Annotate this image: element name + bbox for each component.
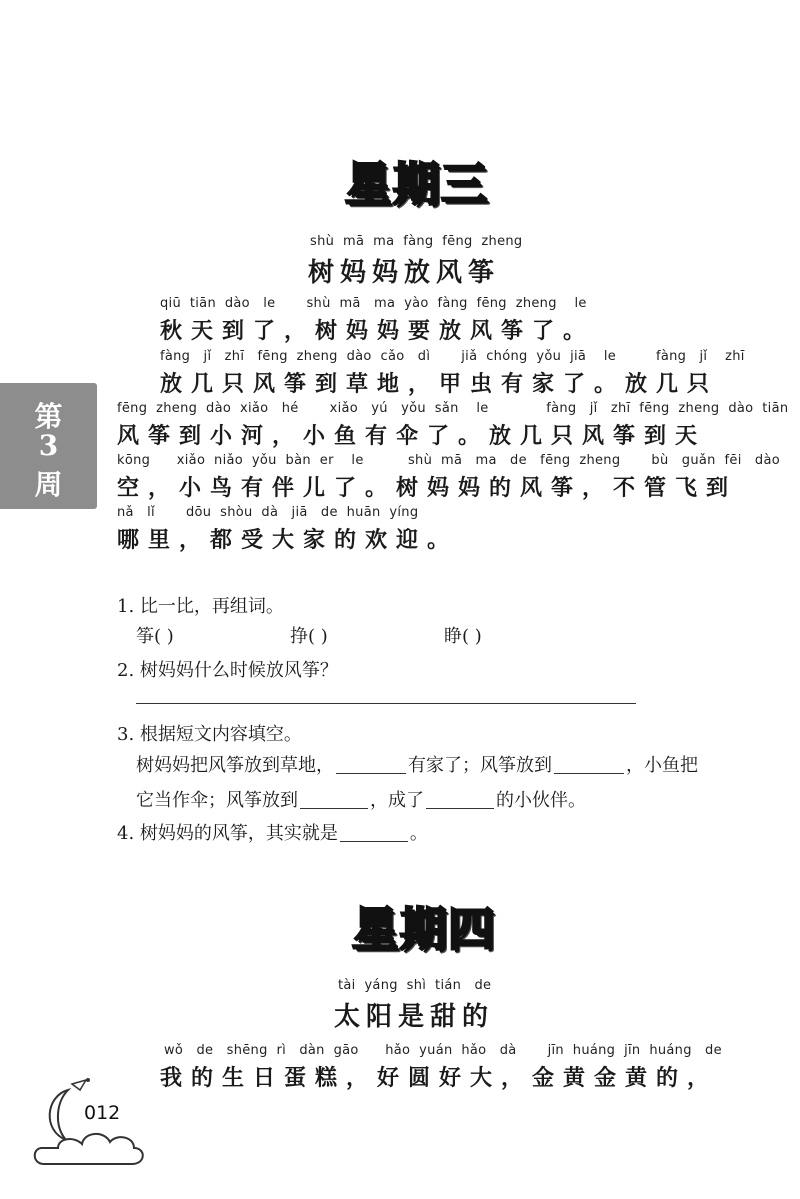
- pinyin-line-2: fàng jǐ zhī fēng zheng dào cǎo dì jiǎ chóng yǒu jiā le fàng jǐ zhī: [160, 349, 745, 364]
- question-2: 2. 树妈妈什么时候放风筝？: [117, 660, 338, 681]
- q3-text-b: 有家了；风筝放到: [408, 755, 552, 776]
- section-heading-thursday: 星期四: [352, 902, 496, 956]
- pinyin-line-thursday-1: wǒ de shēng rì dàn gāo hǎo yuán hǎo dà jīn huáng jīn huáng de: [164, 1043, 722, 1058]
- week-tab-char-1: 第: [34, 400, 63, 433]
- q3-text-d: 它当作伞；风筝放到: [136, 790, 298, 811]
- text-line-5: 哪里，都受大家的欢迎。: [117, 527, 459, 553]
- pinyin-line-5: nǎ lǐ dōu shòu dà jiā de huān yíng: [117, 505, 419, 520]
- question-3-line-1: [136, 751, 698, 777]
- page-number-decoration: [28, 1078, 158, 1173]
- pinyin-line-3: fēng zheng dào xiǎo hé xiǎo yú yǒu sǎn le fàng jǐ zhī fēng zheng dào tiān: [117, 401, 789, 416]
- blank-4[interactable]: [426, 808, 494, 809]
- section-heading-wednesday: 星期三: [345, 157, 489, 211]
- story-title-thursday: 太阳是甜的: [334, 1002, 495, 1032]
- text-line-thursday-1: 我的生日蛋糕，好圆好大，金黄金黄的，: [160, 1065, 719, 1091]
- week-tab-char-2: 周: [34, 468, 63, 501]
- pinyin-line-4: kōng xiǎo niǎo yǒu bàn er le shù mā ma de fēng zheng bù guǎn fēi dào: [117, 453, 781, 468]
- q3-text-a: 树妈妈把风筝放到草地，: [136, 755, 334, 776]
- question-4: [117, 819, 428, 845]
- q3-text-c: ，小鱼把: [626, 755, 698, 776]
- compare-item-3: 睁( ): [444, 626, 482, 647]
- compare-item-2: 挣( ): [290, 626, 328, 647]
- text-line-3: 风筝到小河，小鱼有伞了。放几只风筝到天: [117, 423, 707, 449]
- page-number: 012: [84, 1102, 121, 1124]
- moon-cloud-icon: [28, 1078, 158, 1173]
- blank-2[interactable]: [554, 773, 624, 774]
- blank-1[interactable]: [336, 773, 406, 774]
- question-3-line-2: [136, 786, 586, 812]
- text-line-2: 放几只风筝到草地，甲虫有家了。放几只: [160, 371, 719, 397]
- compare-item-1: 筝( ): [136, 626, 174, 647]
- week-tab-number: 3: [38, 429, 59, 462]
- story-title: 树妈妈放风筝: [308, 258, 501, 288]
- blank-5[interactable]: [340, 841, 408, 842]
- title-pinyin-thursday: tài yáng shì tián de: [338, 978, 492, 993]
- text-line-4: 空，小鸟有伴儿了。树妈妈的风筝，不管飞到: [117, 475, 738, 501]
- question-3: 3. 根据短文内容填空。: [117, 724, 302, 745]
- text-line-1: 秋天到了，树妈妈要放风筝了。: [160, 318, 595, 344]
- pinyin-line-1: qiū tiān dào le shù mā ma yào fàng fēng zheng le: [160, 296, 587, 311]
- answer-line-q2[interactable]: [136, 703, 636, 704]
- blank-3[interactable]: [300, 808, 368, 809]
- question-1: 1. 比一比，再组词。: [117, 596, 284, 617]
- q3-text-f: 的小伙伴。: [496, 790, 586, 811]
- q4-text-a: 4. 树妈妈的风筝，其实就是: [117, 823, 338, 844]
- q4-text-b: 。: [409, 823, 428, 844]
- week-tab: [0, 383, 97, 509]
- q3-text-e: ，成了: [370, 790, 424, 811]
- title-pinyin: shù mā ma fàng fēng zheng: [310, 234, 523, 249]
